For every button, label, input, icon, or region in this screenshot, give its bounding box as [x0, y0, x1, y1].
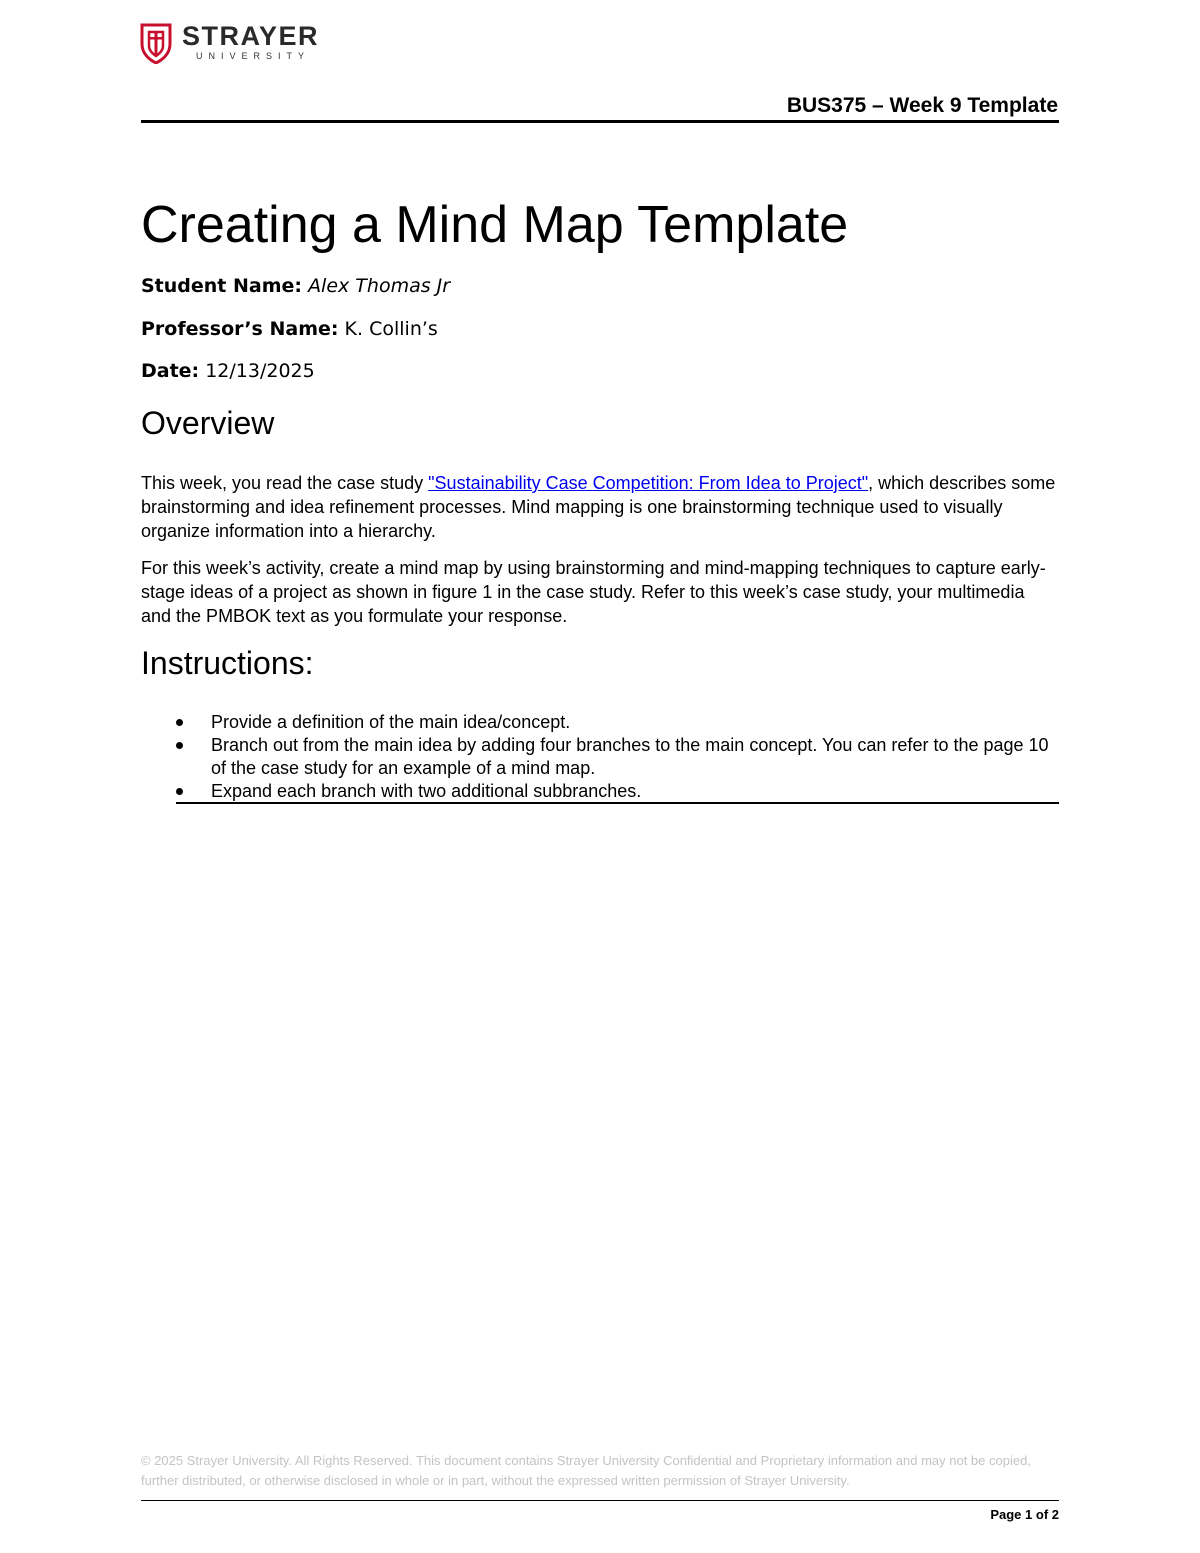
instructions-list [175, 711, 1059, 803]
header-divider [141, 120, 1059, 123]
overview-paragraph-1 [141, 471, 1059, 543]
strayer-shield-icon [140, 22, 172, 64]
professor-name-field [141, 318, 438, 340]
document-title: Creating a Mind Map Template [141, 196, 849, 254]
page-of: of [1032, 1507, 1052, 1522]
date-field [141, 360, 315, 382]
student-name-label: Student Name: [141, 275, 303, 297]
page-number [990, 1507, 1059, 1522]
professor-name-value: K. Collin’s [344, 318, 438, 340]
student-name-field [141, 275, 450, 297]
date-label: Date: [141, 360, 200, 382]
instruction-text: Provide a definition of the main idea/concept. [211, 712, 571, 732]
strayer-logo [140, 22, 319, 66]
list-item [175, 734, 1059, 780]
overview-text-before-link: This week, you read the case study [141, 473, 429, 493]
instructions-divider [176, 802, 1059, 804]
list-item [175, 780, 1059, 803]
date-value: 12/13/2025 [205, 360, 315, 382]
logo-name: STRAYER [182, 21, 320, 51]
instruction-text: Expand each branch with two additional subbranches. [211, 781, 642, 801]
logo-subtitle: UNIVERSITY [196, 51, 311, 61]
copyright-notice: © 2025 Strayer University. All Rights Reserved. This document contains Strayer University Confidential and Proprietary information and may not be copied, further distributed, or otherwise disclosed in whole or in part, without the expressed written permission of Strayer University. [141, 1453, 1031, 1488]
instructions-heading: Instructions: [141, 645, 314, 681]
page-label: Page [990, 1507, 1026, 1522]
footer-divider [141, 1500, 1059, 1501]
bullet-icon [176, 788, 183, 795]
bullet-icon [176, 742, 183, 749]
overview-text-after-link: , which describes some brainstorming and idea refinement processes. Mind mapping is one brainstorming technique used to visually organize information into a hierarchy. [141, 473, 1056, 541]
overview-paragraph-2: For this week’s activity, create a mind map by using brainstorming and mind-mapping techniques to capture early-stage ideas of a project as shown in figure 1 in the case study. Refer to this week’s case study, your multimedia and the PMBOK text as you formulate your response. [141, 558, 1046, 626]
page-total: 2 [1051, 1507, 1059, 1522]
bullet-icon [176, 719, 183, 726]
overview-heading: Overview [141, 405, 275, 441]
student-name-value: Alex Thomas Jr [308, 275, 451, 297]
page-current: 1 [1025, 1507, 1033, 1522]
instruction-text: Branch out from the main idea by adding four branches to the main concept. You can refer to the page 10 of the case study for an example of a mind map. [211, 735, 1049, 778]
case-study-link[interactable]: "Sustainability Case Competition: From Idea to Project" [428, 473, 869, 493]
list-item [175, 711, 1059, 734]
professor-name-label: Professor’s Name: [141, 318, 339, 340]
header-title: BUS375 – Week 9 Template [786, 94, 1058, 117]
